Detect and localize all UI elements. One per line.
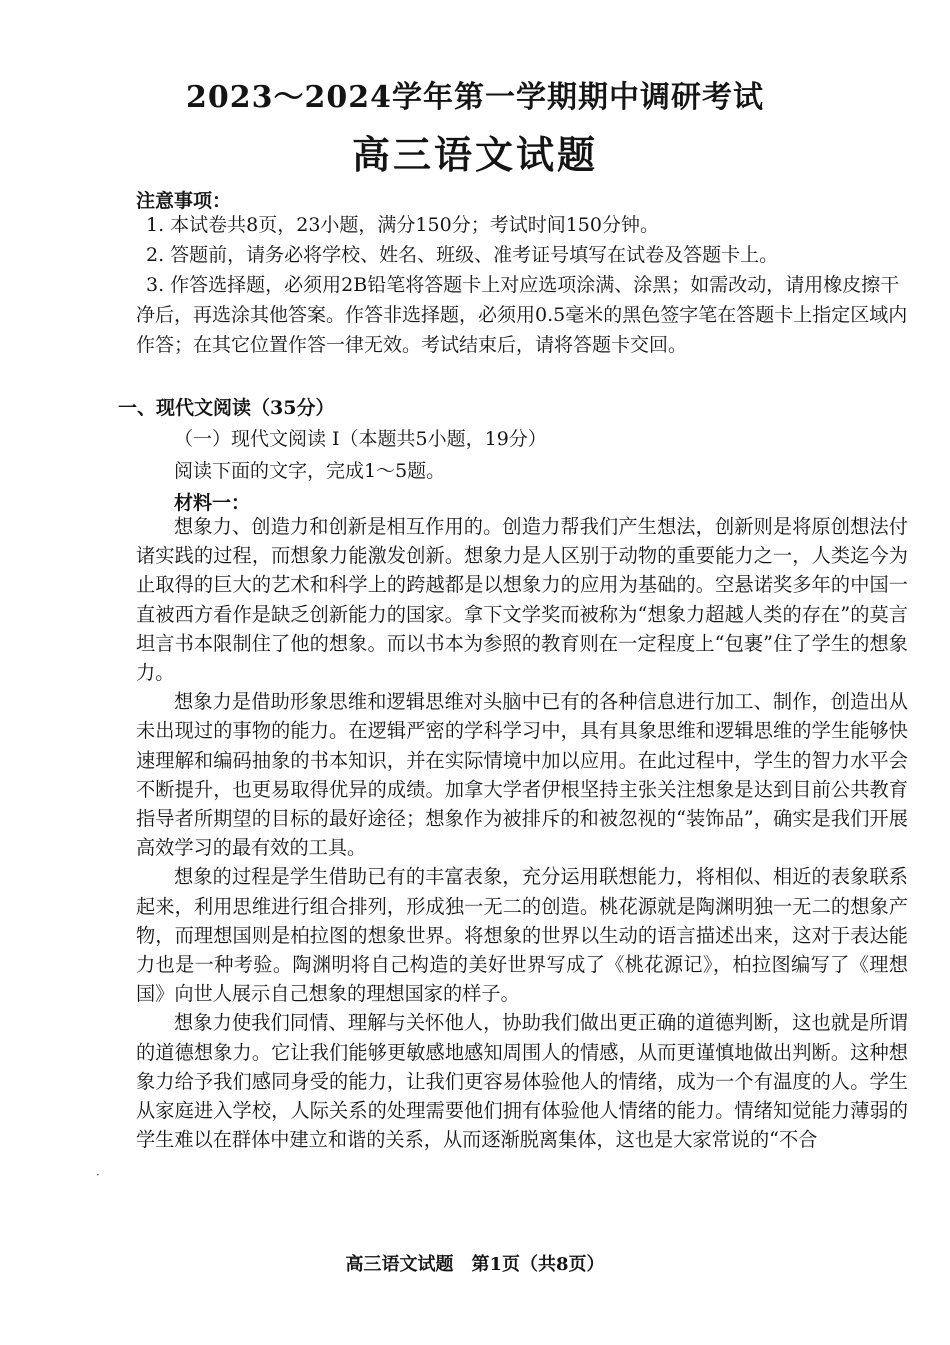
passage-paragraph: 想象力是借助形象思维和逻辑思维对头脑中已有的各种信息进行加工、制作，创造出从未出现过的事物的能力。在逻辑严密的学科学习中，具有具象思维和逻辑思维的学生能够快速理解和编码抽象的书本知识，并在实际情境中加以应用。在此过程中，学生的智力水平会不断提升，也更易取得优异的成绩。加拿大学者伊根坚持主张关注想象是达到目前公共教育指导者所期望的目标的最好途径；想象作为被排斥的和被忽视的“装饰品”，确实是我们开展高效学习的最有效的工具。 (136, 690, 908, 860)
passage-paragraph: 想象力使我们同情、理解与关怀他人，协助我们做出更正确的道德判断，这也就是所谓的道德想象力。它让我们能够更敏感地感知周围人的情感，从而更谨慎地做出判断。这种想象力给予我们感同身受的能力，让我们更容易体验他人的情绪，成为一个有温度的人。学生从家庭进入学校，人际关系的处理需要他们拥有体验他人情绪的能力。情绪知觉能力薄弱的学生难以在群体中建立和谐的关系，从而逐渐脱离集体，这也是大家常说的“不合 (136, 1011, 908, 1152)
passage-paragraph: 想象力、创造力和创新是相互作用的。创造力帮我们产生想法，创新则是将原创想法付诸实践的过程，而想象力能激发创新。想象力是人区别于动物的重要能力之一，人类迄今为止取得的巨大的艺术和科学上的跨越都是以想象力的应用为基础的。空悬诺奖多年的中国一直被西方看作是缺乏创新能力的国家。拿下文学奖而被称为“想象力超越人类的存在”的莫言坦言书本限制住了他的想象。而以书本为参照的教育则在一定程度上“包裹”住了学生的想象力。 (136, 515, 908, 685)
notes-list (136, 210, 908, 360)
exam-title: 2023～2024学年第一学期期中调研考试 (186, 80, 764, 115)
material-label: 材料一： (174, 492, 251, 514)
note-item: 3. 作答选择题，必须用2B铅笔将答题卡上对应选项涂满、涂黑；如需改动，请用橡皮擦干净后，再选涂其他答案。作答非选择题，必须用0.5毫米的黑色签字笔在答题卡上指定区域内作答；在其它位置作答一律无效。考试结束后，请将答题卡交回。 (136, 274, 908, 356)
passage-paragraph: 想象的过程是学生借助已有的丰富表象，充分运用联想能力，将相似、相近的表象联系起来，利用思维进行组合排列，形成独一无二的创造。桃花源就是陶渊明独一无二的想象产物，而理想国则是柏拉图的想象世界。将想象的世界以生动的语言描述出来，这对于表达能力也是一种考验。陶渊明将自己构造的美好世界写成了《桃花源记》，柏拉图编写了《理想国》向世人展示自己想象的理想国家的样子。 (136, 865, 908, 1006)
scan-speck: · (96, 1168, 100, 1182)
note-item: 2. 答题前，请务必将学校、姓名、班级、准考证号填写在试卷及答题卡上。 (146, 244, 779, 266)
exam-subtitle: 高三语文试题 (351, 132, 598, 177)
notes-heading: 注意事项： (136, 190, 232, 212)
reading-passage (136, 512, 908, 1154)
section-title: 一、现代文阅读（35分） (118, 397, 335, 419)
page-footer: 高三语文试题 第1页（共8页） (345, 1254, 605, 1275)
reading-instruction: 阅读下面的文字，完成1～5题。 (174, 460, 446, 482)
note-item: 1. 本试卷共8页，23小题，满分150分；考试时间150分钟。 (146, 214, 659, 236)
subsection-title: （一）现代文阅读 I（本题共5小题，19分） (174, 428, 547, 450)
